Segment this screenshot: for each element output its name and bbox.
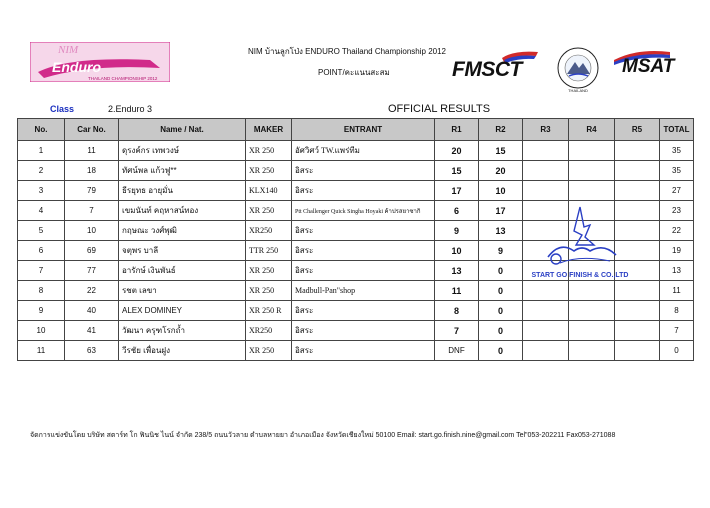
cell-r2: 20	[479, 161, 523, 181]
official-results-heading: OFFICIAL RESULTS	[388, 103, 491, 115]
table-row	[18, 301, 694, 321]
cell-r5	[615, 141, 660, 161]
cell-name: รชต เลขา	[119, 281, 246, 301]
cell-r1: 17	[435, 181, 479, 201]
cell-r3	[523, 301, 569, 321]
cell-r2: 13	[479, 221, 523, 241]
cell-entrant: Madbull-Pan"shop	[292, 281, 435, 301]
table-row	[18, 161, 694, 181]
cell-entrant: อิสระ	[292, 321, 435, 341]
table-row	[18, 141, 694, 161]
cell-name: เขมนันท์ คฤหาสน์ทอง	[119, 201, 246, 221]
cell-r1: 15	[435, 161, 479, 181]
cell-r1: 11	[435, 281, 479, 301]
col-r5: R5	[615, 119, 660, 141]
cell-car-no: 7	[65, 201, 119, 221]
cell-r3	[523, 341, 569, 361]
cell-maker: KLX140	[246, 181, 292, 201]
cell-maker: XR250	[246, 321, 292, 341]
cell-entrant: Ptt Challenger Quick Singha Hoyaki ค้าปรสยาซากิ	[292, 201, 435, 221]
cell-car-no: 69	[65, 241, 119, 261]
cell-entrant: อิสระ	[292, 261, 435, 281]
cell-total: 0	[660, 341, 694, 361]
cell-no: 6	[18, 241, 65, 261]
cell-r4	[569, 321, 615, 341]
col-r4: R4	[569, 119, 615, 141]
col-entrant: ENTRANT	[292, 119, 435, 141]
cell-r4	[569, 341, 615, 361]
cell-r3	[523, 141, 569, 161]
cell-no: 2	[18, 161, 65, 181]
cell-r4	[569, 301, 615, 321]
cell-r5	[615, 321, 660, 341]
cell-total: 8	[660, 301, 694, 321]
cell-name: ทัศน์พล แก้วฟู**	[119, 161, 246, 181]
table-header-row	[18, 119, 694, 141]
cell-car-no: 40	[65, 301, 119, 321]
cell-r1: 8	[435, 301, 479, 321]
cell-r2: 0	[479, 321, 523, 341]
cell-entrant: อิสระ	[292, 301, 435, 321]
col-car-no: Car No.	[65, 119, 119, 141]
cell-maker: XR 250	[246, 261, 292, 281]
col-no: No.	[18, 119, 65, 141]
cell-car-no: 63	[65, 341, 119, 361]
cell-no: 7	[18, 261, 65, 281]
table-row	[18, 321, 694, 341]
enduro-club-seal	[548, 44, 608, 94]
cell-car-no: 41	[65, 321, 119, 341]
cell-total: 27	[660, 181, 694, 201]
cell-total: 13	[660, 261, 694, 281]
cell-r1: 7	[435, 321, 479, 341]
cell-no: 8	[18, 281, 65, 301]
cell-r3	[523, 181, 569, 201]
cell-r1: 13	[435, 261, 479, 281]
cell-total: 11	[660, 281, 694, 301]
cell-no: 11	[18, 341, 65, 361]
company-stamp	[530, 205, 630, 285]
cell-name: ดุรงค์กร เทพวงษ์	[119, 141, 246, 161]
msat-logo-text: MSAT	[622, 56, 675, 77]
col-r1: R1	[435, 119, 479, 141]
cell-car-no: 11	[65, 141, 119, 161]
cell-entrant: อิสระ	[292, 161, 435, 181]
cell-name: จตุพร บาลี	[119, 241, 246, 261]
cell-r1: 20	[435, 141, 479, 161]
col-r2: R2	[479, 119, 523, 141]
cell-total: 7	[660, 321, 694, 341]
cell-car-no: 18	[65, 161, 119, 181]
cell-r3	[523, 321, 569, 341]
cell-maker: TTR 250	[246, 241, 292, 261]
cell-r1: DNF	[435, 341, 479, 361]
cell-entrant: อิสระ	[292, 221, 435, 241]
cell-name: ธีรยุทธ อายุมั่น	[119, 181, 246, 201]
table-row	[18, 341, 694, 361]
logo-enduro-text: Enduro	[52, 59, 101, 75]
cell-maker: XR 250	[246, 201, 292, 221]
cell-name: วีรชัย เพื่อนฝูง	[119, 341, 246, 361]
cell-r1: 10	[435, 241, 479, 261]
cell-r5	[615, 181, 660, 201]
cell-r4	[569, 141, 615, 161]
class-label: Class	[50, 104, 75, 114]
cell-total: 35	[660, 161, 694, 181]
cell-entrant: อิสระ	[292, 241, 435, 261]
cell-r2: 10	[479, 181, 523, 201]
cell-r5	[615, 161, 660, 181]
cell-total: 23	[660, 201, 694, 221]
cell-name: กฤษณะ วงศ์พุฒิ	[119, 221, 246, 241]
cell-r2: 0	[479, 301, 523, 321]
page-subtitle: POINT/คะแนนสะสม	[318, 68, 390, 77]
page-title: NIM บ้านลูกโป่ง ENDURO Thailand Championship 2012	[248, 47, 446, 56]
cell-r2: 9	[479, 241, 523, 261]
col-name: Name / Nat.	[119, 119, 246, 141]
cell-r2: 17	[479, 201, 523, 221]
cell-no: 4	[18, 201, 65, 221]
cell-name: อารักษ์ เงินพันธ์	[119, 261, 246, 281]
seal-bottom-text: THAILAND	[568, 88, 588, 93]
cell-maker: XR 250	[246, 341, 292, 361]
cell-maker: XR 250 R	[246, 301, 292, 321]
cell-maker: XR 250	[246, 281, 292, 301]
cell-car-no: 77	[65, 261, 119, 281]
cell-name: วัฒนา ครุฑโรกถ้ำ	[119, 321, 246, 341]
cell-r5	[615, 341, 660, 361]
cell-r2: 15	[479, 141, 523, 161]
footer-contact: จัดการแข่งขันโดย บริษัท สตาร์ท โก ฟินนิช ไนน์ จำกัด 238/5 ถนนวัวลาย ตำบลหายยา อำเภอเมือง จังหวัดเชียงใหม่ 50100 Email: start.go.finish.nine@gmail.com Tel"053-202211 Fax053-271088	[30, 432, 616, 439]
cell-maker: XR 250	[246, 161, 292, 181]
cell-no: 9	[18, 301, 65, 321]
class-value: 2.Enduro 3	[108, 104, 153, 114]
cell-r1: 6	[435, 201, 479, 221]
cell-maker: XR 250	[246, 141, 292, 161]
cell-entrant: อิสระ	[292, 341, 435, 361]
cell-no: 10	[18, 321, 65, 341]
col-r3: R3	[523, 119, 569, 141]
stamp-text: START GO FINISH & CO.,LTD	[531, 272, 629, 279]
cell-r2: 0	[479, 261, 523, 281]
cell-r1: 9	[435, 221, 479, 241]
cell-car-no: 10	[65, 221, 119, 241]
cell-car-no: 79	[65, 181, 119, 201]
cell-r5	[615, 301, 660, 321]
cell-total: 19	[660, 241, 694, 261]
cell-total: 22	[660, 221, 694, 241]
cell-r4	[569, 181, 615, 201]
cell-entrant: อิสระ	[292, 181, 435, 201]
col-maker: MAKER	[246, 119, 292, 141]
cell-no: 3	[18, 181, 65, 201]
cell-total: 35	[660, 141, 694, 161]
cell-name: ALEX DOMINEY	[119, 301, 246, 321]
cell-r3	[523, 161, 569, 181]
nim-enduro-logo	[30, 42, 170, 82]
logo-nim-text: NIM	[58, 44, 79, 56]
col-total: TOTAL	[660, 119, 694, 141]
table-row	[18, 181, 694, 201]
cell-no: 5	[18, 221, 65, 241]
cell-entrant: อัศวิศว์ TW.แพร่ทีม	[292, 141, 435, 161]
logo-sub-text: THAILAND CHAMPIONSHIP 2012	[88, 76, 158, 81]
cell-car-no: 22	[65, 281, 119, 301]
fmsct-logo-text: FMSCT	[452, 58, 522, 81]
cell-r2: 0	[479, 341, 523, 361]
cell-r4	[569, 161, 615, 181]
cell-r2: 0	[479, 281, 523, 301]
cell-no: 1	[18, 141, 65, 161]
cell-maker: XR250	[246, 221, 292, 241]
